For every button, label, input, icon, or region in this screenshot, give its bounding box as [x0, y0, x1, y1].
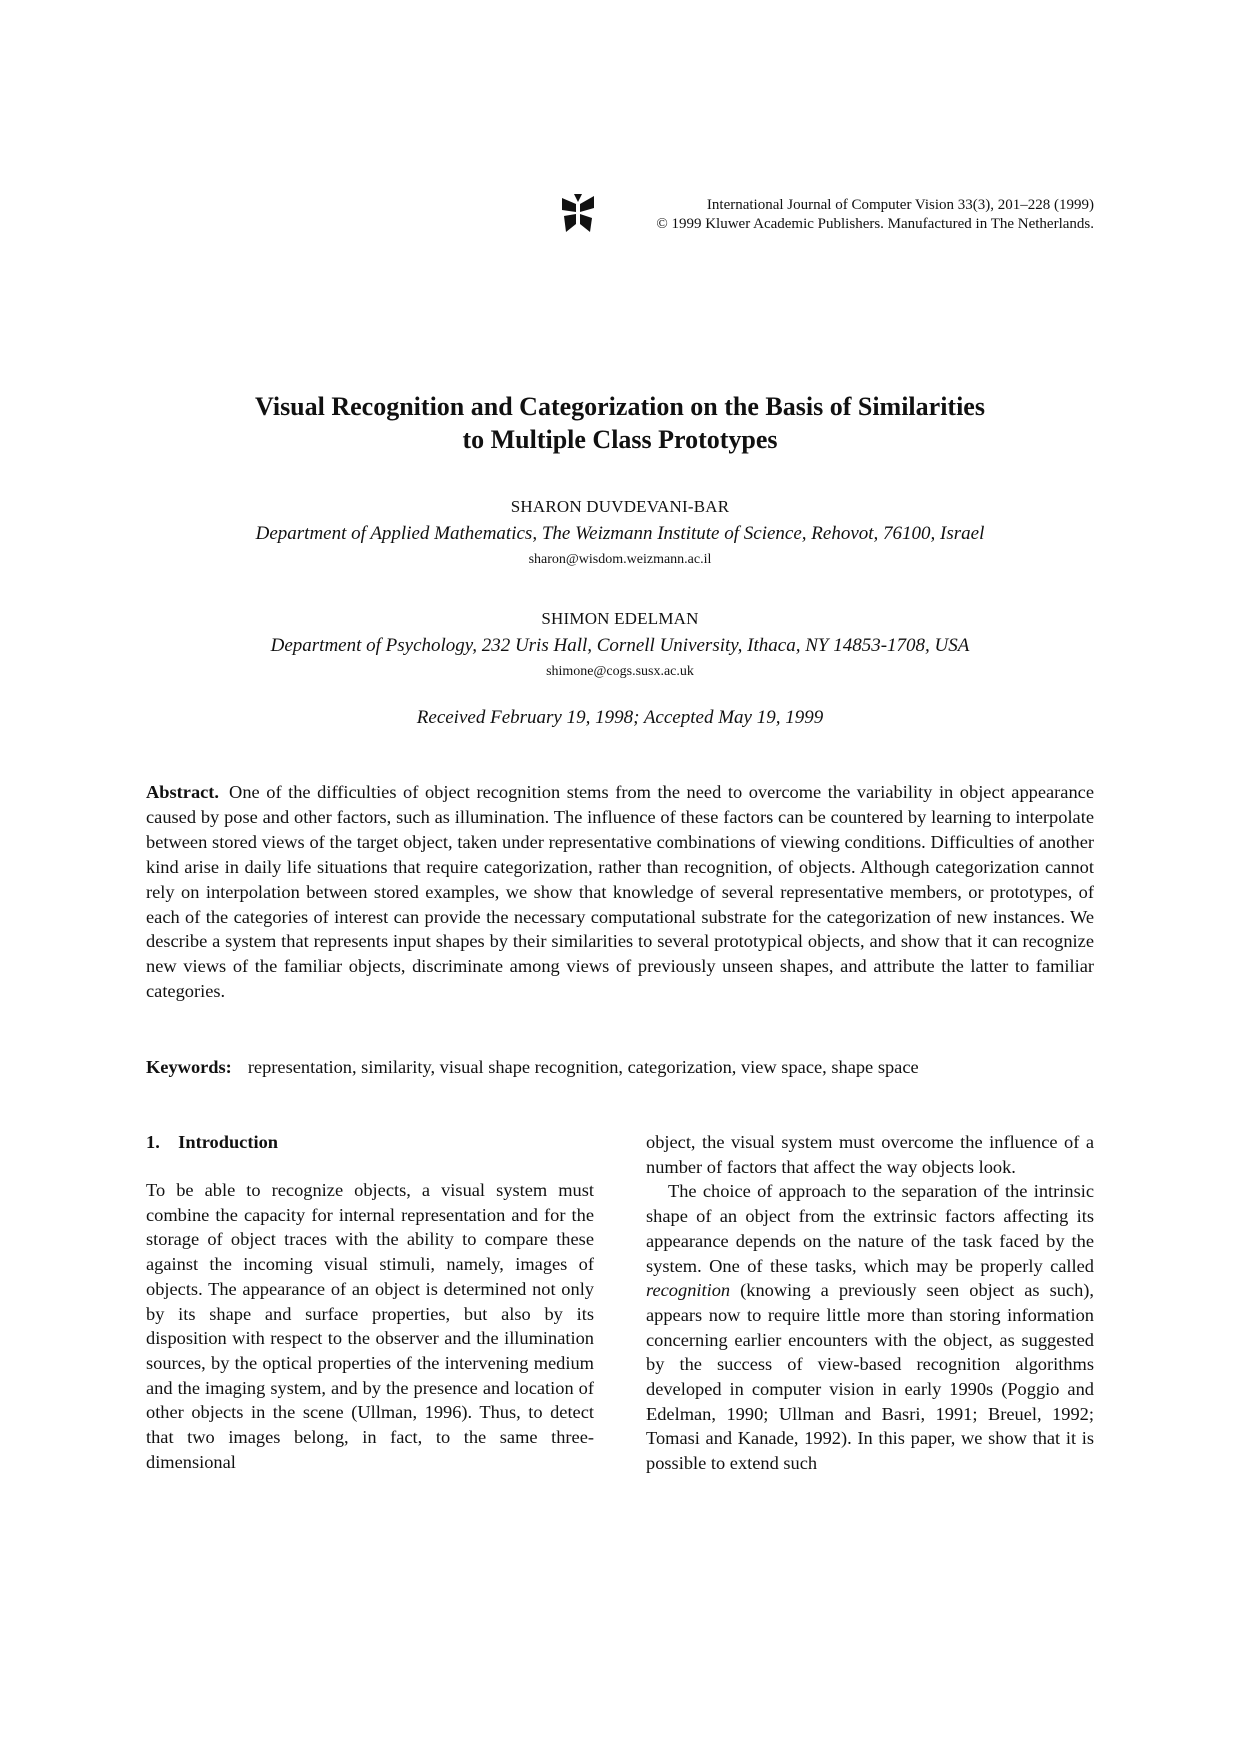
paper-title [110, 390, 1130, 456]
intro-paragraph-2 [646, 1179, 1094, 1475]
received-dates: Received February 19, 1998; Accepted May 19, 1999 [416, 707, 824, 728]
title-line-1: Visual Recognition and Categorization on the Basis of Similarities [255, 392, 985, 421]
author-affiliation: Department of Applied Mathematics, The Weizmann Institute of Science, Rehovot, 76100, Israel [255, 523, 985, 544]
author-name: SHARON DUVDEVANI-BAR [510, 497, 730, 516]
paragraph-text: The choice of approach to the separation of the intrinsic shape of an object from the extrinsic factors affecting its appearance depends on the nature of the task faced by the system. One of these tasks, which may be properly called [646, 1181, 1094, 1276]
keywords [146, 1055, 1094, 1079]
copyright-symbol: © [656, 216, 668, 232]
keywords-text: representation, similarity, visual shape recognition, categorization, view space, shape space [247, 1057, 919, 1077]
keywords-label: Keywords: [146, 1057, 232, 1077]
title-line-2: to Multiple Class Prototypes [462, 425, 778, 454]
copyright-line [656, 215, 1094, 234]
right-column [646, 1130, 1094, 1476]
emphasis-recognition: recognition [646, 1280, 731, 1301]
abstract-text: One of the difficulties of object recognition stems from the need to overcome the variability in object appearance caused by pose and other factors, such as illumination. The influence of these factors can be countered by learning to interpolate between stored views of the target object, taken under representative combinations of viewing conditions. Difficulties of another kind arise in daily life situations that require categorization, rather than recognition, of objects. Although categorization cannot rely on interpolation between stored examples, we show that knowledge of several representative members, or prototypes, of each of the categories of interest can provide the necessary computational substrate for the categorization of new instances. We describe a system that represents input shapes by their similarities to several prototypical objects, and show that it can recognize new views of the familiar objects, discriminate among views of previously unseen shapes, and attribute the latter to familiar categories. [146, 782, 1094, 1002]
intro-paragraph-continued: object, the visual system must overcome the influence of a number of factors that affect the way objects look. [646, 1132, 1094, 1177]
intro-paragraph-1: To be able to recognize objects, a visual system must combine the capacity for internal representation and for the storage of object traces with the ability to compare these against the incoming visual stimuli, namely, images of objects. The appearance of an object is determined not only by its shape and surface properties, but also by its disposition with respect to the observer and the illumination sources, by the optical properties of the intervening medium and the imaging system, and by the presence and location of other objects in the scene (Ullman, 1996). Thus, to detect that two images belong, in fact, to the same three-dimensional [146, 1180, 594, 1472]
author-email: shimone@cogs.susx.ac.uk [546, 664, 694, 679]
copyright-text: 1999 Kluwer Academic Publishers. Manufactured in The Netherlands. [667, 216, 1094, 232]
abstract-label: Abstract. [146, 782, 220, 802]
author-1 [110, 496, 1130, 569]
left-column [146, 1130, 594, 1474]
paragraph-text: (knowing a previously seen object as such), appears now to require little more than storing information concerning earlier encounters with the object, as suggested by the success of view-based recognition algorithms developed in computer vision in early 1990s (Poggio and Edelman, 1990; Ullman and Basri, 1991; Breuel, 1992; Tomasi and Kanade, 1992). In this paper, we show that it is possible to extend such [646, 1280, 1094, 1474]
author-affiliation: Department of Psychology, 232 Uris Hall, Cornell University, Ithaca, NY 14853-1708, USA [270, 635, 970, 656]
author-2 [110, 608, 1130, 681]
abstract [146, 780, 1094, 1004]
publisher-logo-icon [560, 194, 596, 234]
journal-citation: International Journal of Computer Vision 33(3), 201–228 (1999) [706, 197, 1094, 213]
author-email: sharon@wisdom.weizmann.ac.il [528, 552, 712, 567]
author-name: SHIMON EDELMAN [541, 609, 699, 628]
section-heading-introduction: 1. Introduction [146, 1132, 278, 1152]
